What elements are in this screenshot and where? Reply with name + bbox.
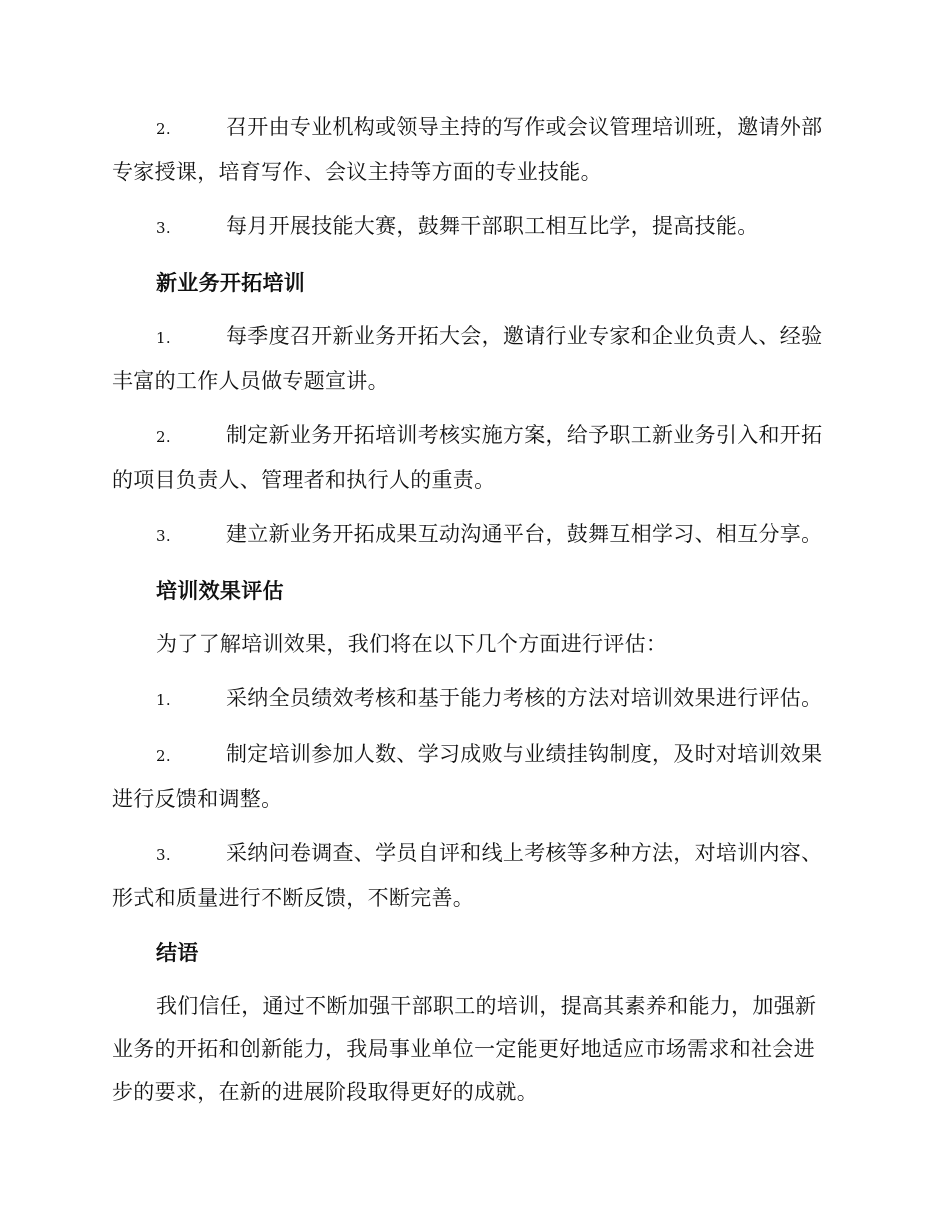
list-item xyxy=(112,205,834,250)
list-text: 每季度召开新业务开拓大会，邀请行业专家和企业负责人、经验丰富的工作人员做专题宣讲。 xyxy=(112,324,823,393)
list-text: 建立新业务开拓成果互动沟通平台，鼓舞互相学习、相互分享。 xyxy=(226,522,823,546)
list-item xyxy=(112,832,834,920)
list-item xyxy=(112,677,834,722)
list-item xyxy=(112,315,834,403)
list-text: 召开由专业机构或领导主持的写作或会议管理培训班，邀请外部专家授课，培育写作、会议主持等方面的专业技能。 xyxy=(112,115,823,184)
list-item xyxy=(112,414,834,502)
list-text: 采纳全员绩效考核和基于能力考核的方法对培训效果进行评估。 xyxy=(226,686,823,710)
list-item xyxy=(112,106,834,194)
list-text: 制定培训参加人数、学习成败与业绩挂钩制度，及时对培训效果进行反馈和调整。 xyxy=(112,742,823,811)
section-heading: 新业务开拓培训 xyxy=(156,270,306,295)
list-number: 2. xyxy=(156,428,171,446)
list-number: 2. xyxy=(156,747,171,765)
conclusion-paragraph: 我们信任，通过不断加强干部职工的培训，提高其素养和能力，加强新业务的开拓和创新能力，我局事业单位一定能更好地适应市场需求和社会进步的要求，在新的进展阶段取得更好的成就。 xyxy=(112,994,817,1104)
list-number: 1. xyxy=(156,329,171,347)
list-number: 3. xyxy=(156,219,171,237)
section-intro: 为了了解培训效果，我们将在以下几个方面进行评估： xyxy=(156,632,668,656)
document-body xyxy=(112,106,834,1125)
list-item xyxy=(112,733,834,821)
section-heading: 结语 xyxy=(156,940,199,965)
list-number: 1. xyxy=(156,691,171,709)
list-text: 制定新业务开拓培训考核实施方案，给予职工新业务引入和开拓的项目负责人、管理者和执行人的重责。 xyxy=(112,423,823,492)
list-number: 3. xyxy=(156,846,171,864)
list-text: 采纳问卷调查、学员自评和线上考核等多种方法，对培训内容、形式和质量进行不断反馈，不断完善。 xyxy=(112,841,823,910)
list-item xyxy=(112,513,834,558)
section-heading: 培训效果评估 xyxy=(156,578,284,603)
list-text: 每月开展技能大赛，鼓舞干部职工相互比学，提高技能。 xyxy=(226,214,759,238)
list-number: 2. xyxy=(156,120,171,138)
list-number: 3. xyxy=(156,527,171,545)
